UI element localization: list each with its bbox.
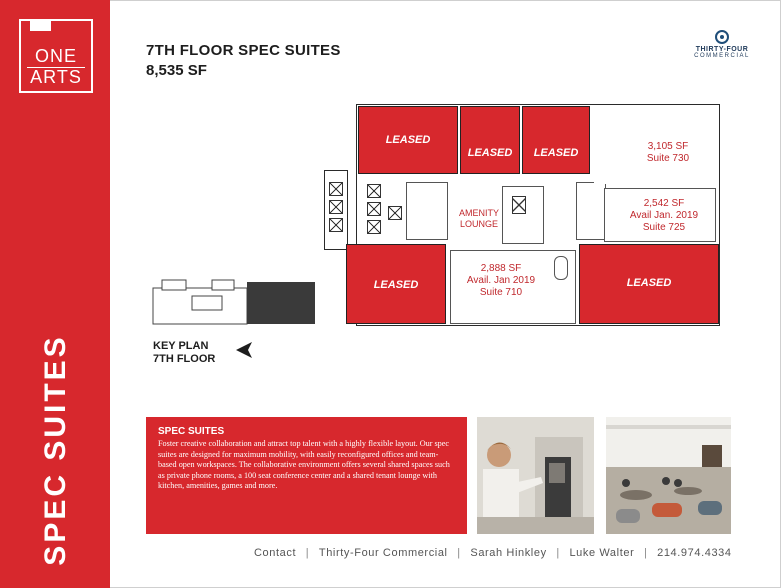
tenant-lounge-photo (606, 417, 731, 534)
elevator-shaft (329, 200, 343, 214)
suite-710-label (456, 263, 546, 299)
floor-area: 8,535 SF (146, 62, 207, 79)
info-title: SPEC SUITES (158, 426, 225, 437)
footer-person-2: Luke Walter (569, 547, 635, 559)
logo-line-one: ONE (34, 46, 77, 66)
suite-725-avail: Avail Jan. 2019 (629, 210, 699, 221)
leased-area (579, 244, 719, 324)
elevator-shaft (329, 218, 343, 232)
page-title: 7TH FLOOR SPEC SUITES (146, 42, 341, 59)
suite-725-size: 2,542 SF (643, 198, 685, 209)
core-room (576, 182, 606, 240)
floor-plan (322, 104, 722, 330)
north-arrow-icon (234, 340, 254, 360)
leased-label: LEASED (533, 147, 579, 159)
conference-table (554, 256, 568, 280)
footer-contact-label: Contact (254, 547, 297, 559)
key-plan-line-2: 7TH FLOOR (153, 353, 216, 365)
suite-710-size: 2,888 SF (480, 263, 522, 274)
footer-separator: | (457, 547, 461, 559)
suite-730-label (618, 141, 718, 165)
elevator-shaft (367, 184, 381, 198)
leased-area (346, 244, 446, 324)
leased-label: LEASED (626, 277, 672, 289)
suite-725-name: Suite 725 (642, 222, 686, 233)
footer-separator: | (305, 547, 310, 559)
partner-logo (692, 30, 752, 59)
contact-footer (254, 547, 732, 559)
amenity-lounge-label (454, 208, 504, 230)
footer-phone: 214.974.4334 (657, 547, 732, 559)
vertical-section-label: SPEC SUITES (39, 334, 72, 566)
suite-730-size: 3,105 SF (647, 141, 689, 152)
footer-separator: | (556, 547, 560, 559)
stairwell (512, 196, 526, 214)
leased-label: LEASED (385, 134, 431, 146)
core-room (406, 182, 448, 240)
amenity-line-1: AMENITY (458, 208, 499, 218)
partner-name: THIRTY-FOUR (695, 46, 749, 53)
key-plan-label (153, 340, 215, 366)
key-plan-line-1: KEY PLAN (153, 340, 209, 352)
key-plan-map (152, 278, 316, 326)
leased-label: LEASED (373, 279, 419, 291)
suite-710-name: Suite 710 (479, 287, 523, 298)
elevator-shaft (367, 202, 381, 216)
leased-area (358, 106, 458, 174)
elevator-shaft (329, 182, 343, 196)
suite-710-avail: Avail. Jan 2019 (466, 275, 536, 286)
logo-line-arts: ARTS (30, 67, 82, 87)
partner-logo-icon (715, 30, 729, 44)
elevator-shaft (388, 206, 402, 220)
footer-person-1: Sarah Hinkley (470, 547, 547, 559)
spec-suites-info-box (146, 417, 467, 534)
amenity-line-2: LOUNGE (459, 219, 498, 229)
one-arts-logo (19, 19, 93, 93)
footer-company: Thirty-Four Commercial (318, 547, 448, 559)
stair-core (502, 186, 544, 244)
leased-area (460, 106, 520, 174)
footer-separator: | (644, 547, 648, 559)
leased-area (522, 106, 590, 174)
elevator-shaft (367, 220, 381, 234)
info-body: Foster creative collaboration and attract top talent with a highly flexible layout. Our spec suites are designed for maximum mobility, with easily reconfigured offices and team-based open workspaces. The collaborative environment offers several shared spaces such as private phone rooms, a 100 seat conference center and a shared tenant lounge with kitchen, amenities, games and more. (158, 439, 450, 491)
coffee-station-photo (477, 417, 594, 534)
suite-730-name: Suite 730 (646, 153, 690, 164)
sidebar-band (0, 0, 110, 588)
suite-725-label (608, 198, 720, 234)
logo-square-mark (30, 19, 51, 31)
partner-sub: COMMERCIAL (694, 53, 750, 59)
leased-label: LEASED (467, 147, 513, 159)
